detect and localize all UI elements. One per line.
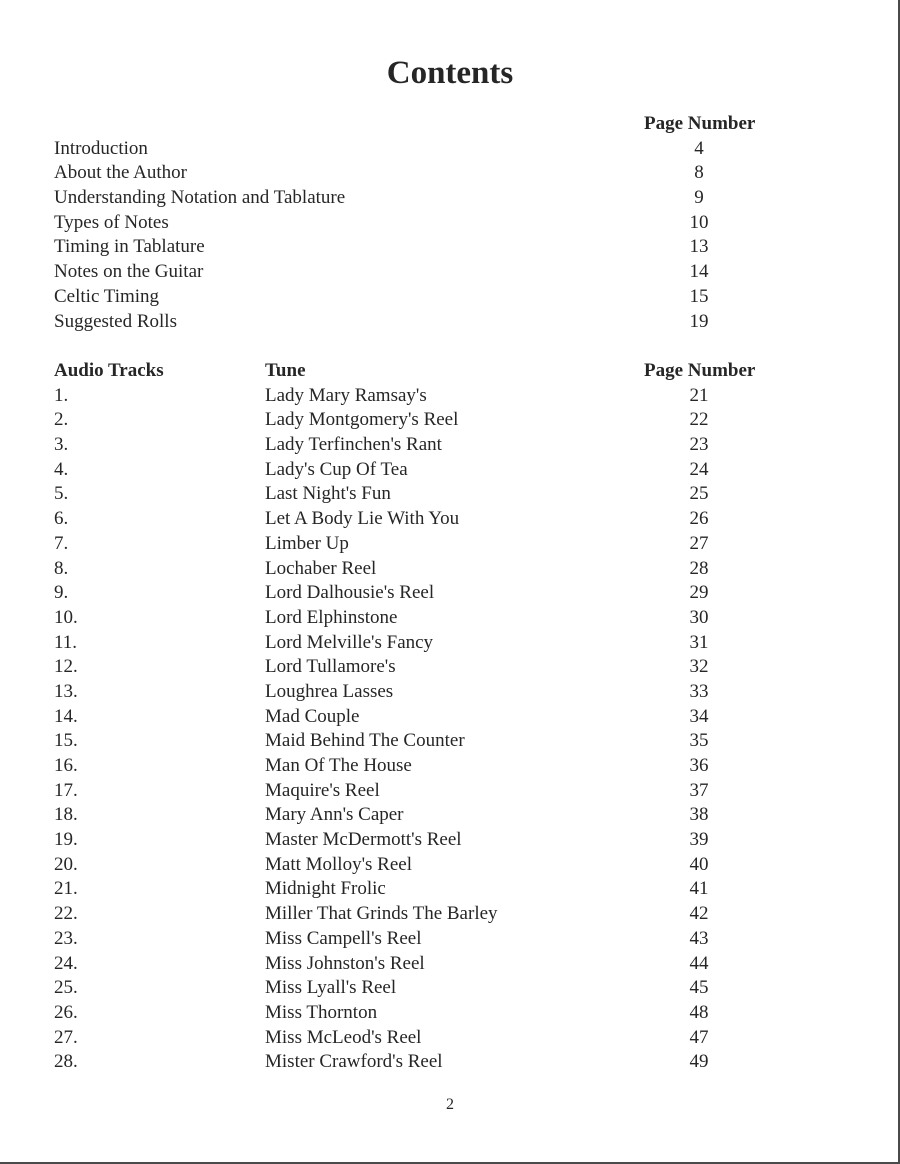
track-entry bbox=[54, 803, 814, 828]
track-number: 18. bbox=[54, 804, 78, 826]
tune-page-number: 24 bbox=[689, 458, 709, 480]
tune-page-number: 31 bbox=[689, 631, 709, 653]
contents-entry bbox=[54, 310, 814, 335]
track-entry bbox=[54, 754, 814, 779]
tune-page-number: 29 bbox=[689, 582, 709, 604]
tune-name: Maquire's Reel bbox=[265, 779, 380, 801]
track-number: 1. bbox=[54, 384, 69, 406]
tune-name: Miss Thornton bbox=[265, 1001, 378, 1023]
track-number: 19. bbox=[54, 829, 78, 851]
track-entry bbox=[54, 482, 814, 507]
intro-header-row bbox=[54, 112, 814, 137]
entry-page-number: 14 bbox=[689, 261, 709, 283]
tune-page-number: 41 bbox=[689, 878, 709, 900]
track-number: 26. bbox=[54, 1001, 78, 1023]
tune-name: Lochaber Reel bbox=[265, 557, 377, 579]
tune-name: Mister Crawford's Reel bbox=[265, 1051, 443, 1073]
tune-page-number: 39 bbox=[689, 829, 709, 851]
track-entry bbox=[54, 729, 814, 754]
tune-page-number: 37 bbox=[689, 779, 709, 801]
tune-name: Master McDermott's Reel bbox=[265, 829, 462, 851]
tune-name: Lady Mary Ramsay's bbox=[265, 384, 427, 406]
track-entry bbox=[54, 458, 814, 483]
track-number: 16. bbox=[54, 755, 78, 776]
track-number: 28. bbox=[54, 1051, 78, 1073]
track-number: 25. bbox=[54, 977, 78, 999]
tune-page-number: 25 bbox=[689, 483, 709, 505]
tracks-header-row bbox=[54, 359, 814, 384]
tune-name: Last Night's Fun bbox=[265, 483, 391, 505]
track-entry bbox=[54, 927, 814, 952]
tune-name: Midnight Frolic bbox=[265, 878, 386, 900]
contents-entry bbox=[54, 186, 814, 211]
tune-name: Mary Ann's Caper bbox=[265, 804, 404, 826]
track-entry bbox=[54, 581, 814, 606]
entry-page-number: 9 bbox=[694, 187, 704, 209]
track-number: 6. bbox=[54, 508, 69, 530]
track-number: 20. bbox=[54, 853, 78, 875]
track-entry bbox=[54, 532, 814, 557]
contents-entry bbox=[54, 211, 814, 236]
entry-page-number: 4 bbox=[694, 137, 704, 159]
track-number: 9. bbox=[54, 582, 69, 604]
entry-title: Understanding Notation and Tablature bbox=[54, 187, 346, 209]
tune-name: Lord Tullamore's bbox=[265, 656, 396, 678]
entry-title: Introduction bbox=[54, 137, 148, 159]
intro-contents-list bbox=[54, 112, 814, 334]
tune-name: Matt Molloy's Reel bbox=[265, 853, 412, 875]
tune-name: Loughrea Lasses bbox=[265, 680, 394, 702]
tune-name: Lord Melville's Fancy bbox=[265, 631, 434, 653]
tune-name: Miss McLeod's Reel bbox=[265, 1026, 422, 1048]
track-number: 23. bbox=[54, 927, 78, 949]
intro-rows bbox=[54, 137, 814, 335]
tune-page-number: 35 bbox=[689, 730, 709, 752]
tune-page-number: 21 bbox=[689, 384, 709, 406]
track-number: 4. bbox=[54, 458, 69, 480]
track-entry bbox=[54, 680, 814, 705]
tune-page-number: 43 bbox=[689, 927, 709, 949]
tune-name: Mad Couple bbox=[265, 705, 360, 727]
track-number: 11. bbox=[54, 631, 78, 653]
tune-page-number: 44 bbox=[689, 952, 709, 974]
tune-name: Lord Dalhousie's Reel bbox=[265, 582, 435, 604]
tune-page-number: 22 bbox=[689, 409, 709, 431]
tune-name: Maid Behind The Counter bbox=[265, 730, 465, 752]
track-entry bbox=[54, 384, 814, 409]
tune-name: Lady Terfinchen's Rant bbox=[265, 434, 442, 456]
track-entry bbox=[54, 557, 814, 582]
page-number-header: Page Number bbox=[644, 113, 756, 134]
track-number: 13. bbox=[54, 680, 78, 702]
tune-page-number: 38 bbox=[689, 804, 709, 826]
track-entry bbox=[54, 976, 814, 1001]
track-entry bbox=[54, 877, 814, 902]
track-number: 7. bbox=[54, 532, 69, 554]
track-entry bbox=[54, 1001, 814, 1026]
track-number: 3. bbox=[54, 434, 69, 456]
track-entry bbox=[54, 631, 814, 656]
contents-entry bbox=[54, 137, 814, 162]
track-entry bbox=[54, 779, 814, 804]
track-entry bbox=[54, 606, 814, 631]
tune-name: Miss Lyall's Reel bbox=[265, 977, 397, 999]
contents-entry bbox=[54, 260, 814, 285]
tune-name: Miss Johnston's Reel bbox=[265, 952, 425, 974]
tune-page-number: 36 bbox=[689, 755, 709, 776]
track-number: 24. bbox=[54, 952, 78, 974]
track-entry bbox=[54, 433, 814, 458]
track-entry bbox=[54, 853, 814, 878]
entry-page-number: 13 bbox=[689, 236, 709, 258]
entry-page-number: 10 bbox=[689, 211, 709, 233]
track-number: 21. bbox=[54, 878, 78, 900]
tune-page-number: 49 bbox=[689, 1051, 709, 1073]
tune-name: Lady's Cup Of Tea bbox=[265, 458, 408, 480]
tune-page-number: 40 bbox=[689, 853, 709, 875]
entry-title: Types of Notes bbox=[54, 211, 169, 233]
track-entry bbox=[54, 507, 814, 532]
tune-page-number: 48 bbox=[689, 1001, 709, 1023]
tune-page-number: 34 bbox=[689, 705, 709, 727]
entry-title: Celtic Timing bbox=[54, 285, 160, 307]
track-number: 17. bbox=[54, 779, 78, 801]
entry-page-number: 15 bbox=[689, 285, 709, 307]
contents-entry bbox=[54, 285, 814, 310]
track-entry bbox=[54, 902, 814, 927]
track-number: 5. bbox=[54, 483, 69, 505]
page-title: Contents bbox=[386, 55, 514, 91]
tune-page-number: 28 bbox=[689, 557, 709, 579]
track-number: 10. bbox=[54, 606, 78, 628]
track-entry bbox=[54, 1050, 814, 1075]
entry-title: About the Author bbox=[54, 162, 187, 184]
track-number: 22. bbox=[54, 903, 78, 925]
tune-page-number: 26 bbox=[689, 508, 709, 530]
tune-name: Man Of The House bbox=[265, 755, 412, 776]
page-footer-number: 2 bbox=[446, 1096, 454, 1113]
tune-name: Miss Campell's Reel bbox=[265, 927, 422, 949]
tune-header: Tune bbox=[265, 360, 306, 381]
track-number: 14. bbox=[54, 705, 78, 727]
track-number: 2. bbox=[54, 409, 69, 431]
contents-entry bbox=[54, 161, 814, 186]
entry-page-number: 8 bbox=[694, 162, 704, 184]
tune-page-number: 30 bbox=[689, 606, 709, 628]
track-entry bbox=[54, 828, 814, 853]
track-number: 12. bbox=[54, 656, 78, 678]
tune-page-number: 27 bbox=[689, 532, 709, 554]
track-number: 27. bbox=[54, 1026, 78, 1048]
tune-page-number: 23 bbox=[689, 434, 709, 456]
track-number: 8. bbox=[54, 557, 69, 579]
tune-name: Lord Elphinstone bbox=[265, 606, 398, 628]
track-entry bbox=[54, 705, 814, 730]
track-entry bbox=[54, 952, 814, 977]
tune-page-number: 32 bbox=[689, 656, 709, 678]
entry-title: Timing in Tablature bbox=[54, 236, 205, 258]
audio-tracks-list bbox=[54, 359, 814, 1075]
contents-entry bbox=[54, 235, 814, 260]
track-entry bbox=[54, 655, 814, 680]
tune-page-number: 45 bbox=[689, 977, 709, 999]
track-entry bbox=[54, 408, 814, 433]
track-number: 15. bbox=[54, 730, 78, 752]
tune-page-number: 33 bbox=[689, 680, 709, 702]
tune-name: Lady Montgomery's Reel bbox=[265, 409, 459, 431]
entry-title: Notes on the Guitar bbox=[54, 261, 204, 283]
tune-name: Miller That Grinds The Barley bbox=[265, 903, 498, 925]
tune-page-number: 47 bbox=[689, 1026, 709, 1048]
audio-tracks-header: Audio Tracks bbox=[54, 360, 164, 381]
track-entry bbox=[54, 1026, 814, 1051]
tune-name: Let A Body Lie With You bbox=[265, 508, 460, 530]
entry-title: Suggested Rolls bbox=[54, 310, 177, 332]
page-number-header: Page Number bbox=[644, 360, 756, 381]
entry-page-number: 19 bbox=[689, 310, 709, 332]
tune-name: Limber Up bbox=[265, 532, 349, 554]
track-rows bbox=[54, 384, 814, 1075]
tune-page-number: 42 bbox=[689, 903, 709, 925]
